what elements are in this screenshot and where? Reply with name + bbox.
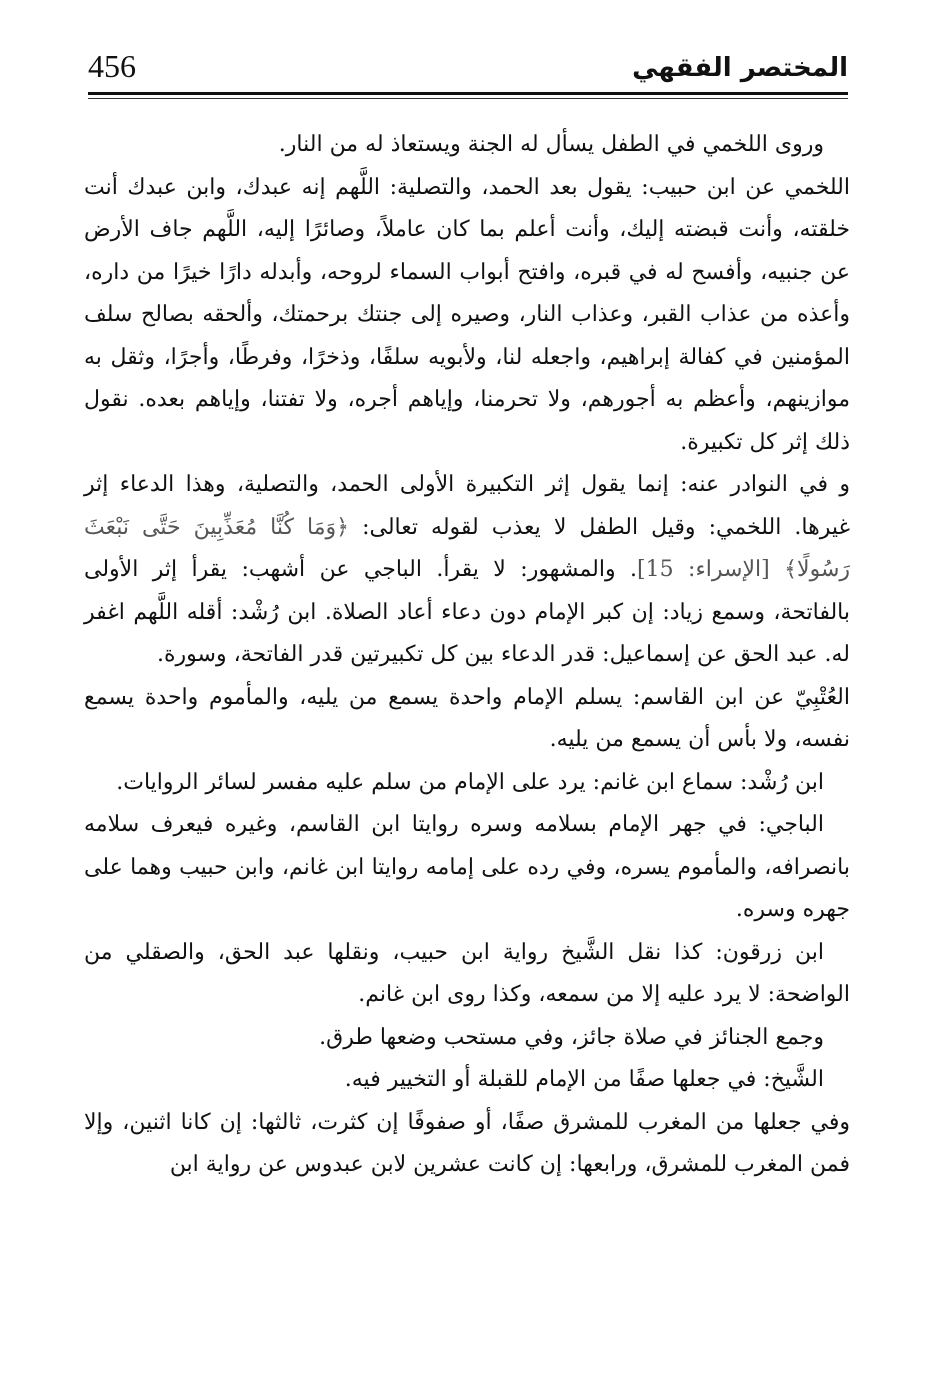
paragraph: العُتْبِيّ عن ابن القاسم: يسلم الإمام واحدة يسمع من يليه، والمأموم واحدة يسمع نفسه، ولا بأس أن يسمع من يليه.	[84, 684, 850, 752]
paragraph: وفي جعلها من المغرب للمشرق صفًا، أو صفوفًا إن كثرت، ثالثها: إن كانا اثنين، وإلا فمن المغرب للمشرق، ورابعها: إن كانت عشرين لابن عبدوس عن رواية ابن	[84, 1109, 850, 1177]
paragraph-text: . والمشهور: لا يقرأ. الباجي عن أشهب: يقرأ إثر الأولى بالفاتحة، وسمع زياد: إن كبر الإمام دون دعاء أعاد الصلاة. ابن رُشْد: أقله اللَّهم اغفر له. عبد الحق عن إسماعيل: قدر الدعاء بين كل تكبيرتين قدر الفاتحة، وسورة.	[84, 557, 850, 667]
paragraph-text: و في النوادر عنه: إنما يقول إثر التكبيرة الأولى الحمد، والتصلية، وهذا الدعاء إثر غيرها. اللخمي: وقيل الطفل لا يعذب لقوله تعالى:	[84, 472, 851, 540]
quran-verse: ﴿وَمَا كُنَّا مُعَذِّبِينَ حَتَّى نَبْعَثَ رَسُولًا﴾ [الإسراء: 15]	[84, 514, 851, 582]
paragraph	[84, 464, 850, 677]
header-rule	[88, 92, 848, 95]
paragraph: وروى اللخمي في الطفل يسأل له الجنة ويستعاذ له من النار.	[278, 132, 824, 157]
header-rule-thin	[88, 98, 848, 99]
paragraph: ابن رُشْد: سماع ابن غانم: يرد على الإمام من سلم عليه مفسر لسائر الروايات.	[116, 769, 824, 795]
paragraph: اللخمي عن ابن حبيب: يقول بعد الحمد، والتصلية: اللَّهم إنه عبدك، وابن عبدك أنت خلقته، وأنت قبضته إليك، وأنت أعلم بما كان عاملاً، وصائرًا إليه، اللَّهم جاف الأرض عن جنبيه، وأفسح له في قبره، وافتح أبواب السماء لروحه، وأبدله دارًا خيرًا من داره، وأعذه من عذاب القبر، وعذاب النار، وصيره إلى جنتك برحمتك، وألحقه بصالح سلف المؤمنين في كفالة إبراهيم، واجعله لنا، ولأبويه سلفًا، وذخرًا، وفرطًا، وأجرًا، وثقل به موازينهم، وأعظم به أجورهم، ولا تحرمنا، وإياهم أجره، ولا تفتنا، وإياهم بعده. نقول ذلك إثر كل تكبيرة.	[84, 174, 850, 455]
paragraph: ابن زرقون: كذا نقل الشَّيخ رواية ابن حبيب، ونقلها عبد الحق، والصقلي من الواضحة: لا يرد عليه إلا من سمعه، وكذا روى ابن غانم.	[84, 939, 850, 1007]
paragraph: الشَّيخ: في جعلها صفًا من الإمام للقبلة أو التخيير فيه.	[344, 1067, 824, 1092]
page-header	[88, 48, 848, 100]
page-body	[84, 124, 850, 1364]
page-number: 456	[88, 48, 136, 84]
book-title: المختصر الفقهي	[632, 53, 848, 83]
paragraph: الباجي: في جهر الإمام بسلامه وسره روايتا ابن القاسم، وغيره فيعرف سلامه بانصرافه، والمأموم يسره، وفي رده على إمامه روايتا ابن غانم، وابن حبيب وهما على جهره وسره.	[84, 812, 850, 922]
paragraph: وجمع الجنائز في صلاة جائز، وفي مستحب وضعها طرق.	[319, 1024, 824, 1050]
